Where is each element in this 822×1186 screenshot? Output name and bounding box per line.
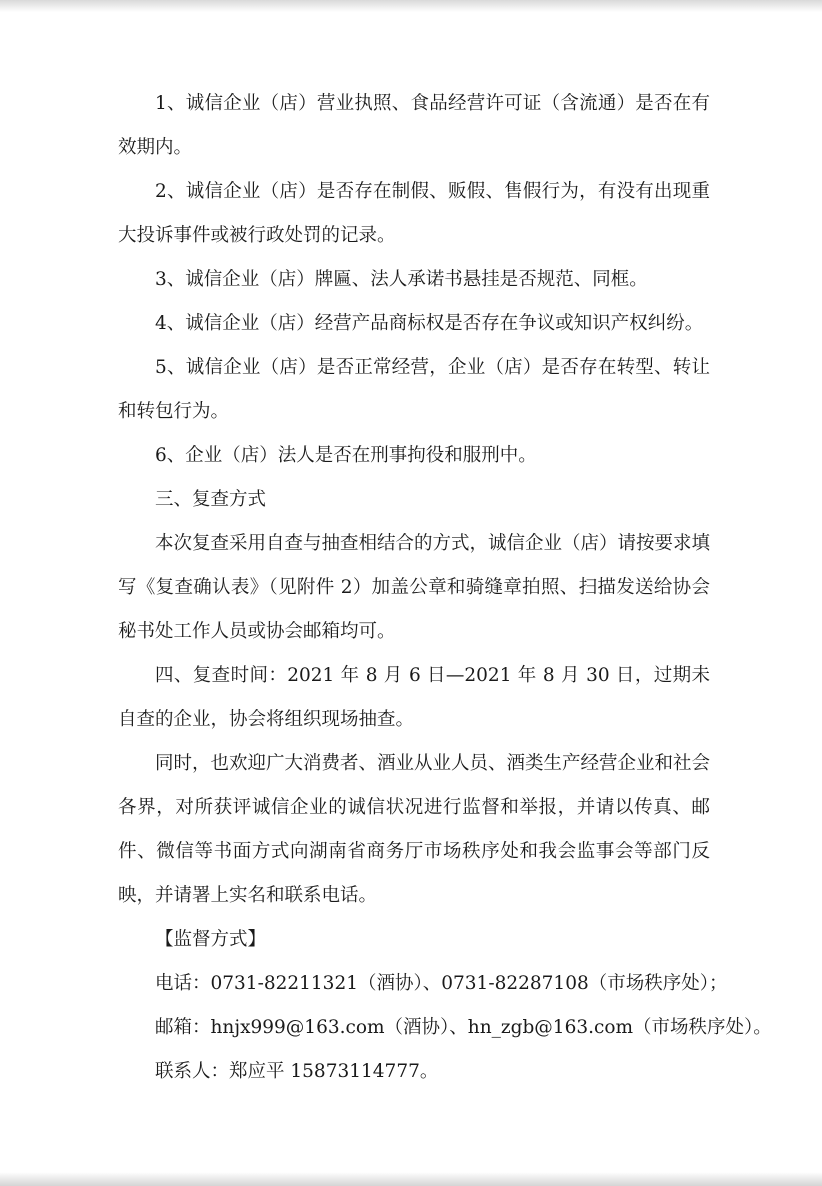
check-item-5: 5、诚信企业（店）是否正常经营，企业（店）是否存在转型、转让和转包行为。 [118, 357, 710, 422]
check-item-4: 4、诚信企业（店）经营产品商标权是否存在争议或知识产权纠纷。 [155, 313, 704, 334]
check-item-1: 1、诚信企业（店）营业执照、食品经营许可证（含流通）是否在有效期内。 [118, 93, 710, 158]
section-4-review-time: 四、复查时间：2021 年 8 月 6 日—2021 年 8 月 30 日，过期未自查的企业，协会将组织现场抽查。 [118, 665, 710, 730]
check-item-6: 6、企业（店）法人是否在刑事拘役和服刑中。 [155, 445, 537, 466]
section-3-body: 本次复查采用自查与抽查相结合的方式，诚信企业（店）请按要求填写《复查确认表》（见附件 2）加盖公章和骑缝章拍照、扫描发送给协会秘书处工作人员或协会邮箱均可。 [118, 533, 711, 642]
section-3-heading: 三、复查方式 [155, 489, 267, 510]
email-line: 邮箱：hnjx999@163.com（酒协）、hn_zgb@163.com（市场秩序处）。 [155, 1017, 772, 1038]
contact-person-line: 联系人：郑应平 15873114777。 [155, 1061, 439, 1082]
check-item-2: 2、诚信企业（店）是否存在制假、贩假、售假行为，有没有出现重大投诉事件或被行政处罚的记录。 [118, 181, 710, 246]
public-notice-paragraph: 同时，也欢迎广大消费者、酒业从业人员、酒类生产经营企业和社会各界，对所获评诚信企业的诚信状况进行监督和举报，并请以传真、邮件、微信等书面方式向湖南省商务厅市场秩序处和我会监事会等部门反映，并请署上实名和联系电话。 [118, 753, 711, 906]
top-edge-shadow [0, 0, 822, 12]
check-item-3: 3、诚信企业（店）牌匾、法人承诺书悬挂是否规范、同框。 [155, 269, 648, 290]
phone-line: 电话：0731-82211321（酒协）、0731-82287108（市场秩序处）； [155, 973, 728, 994]
bottom-edge-shadow [0, 1172, 822, 1186]
supervision-heading: 【监督方式】 [155, 929, 267, 950]
document-body [118, 82, 772, 1094]
